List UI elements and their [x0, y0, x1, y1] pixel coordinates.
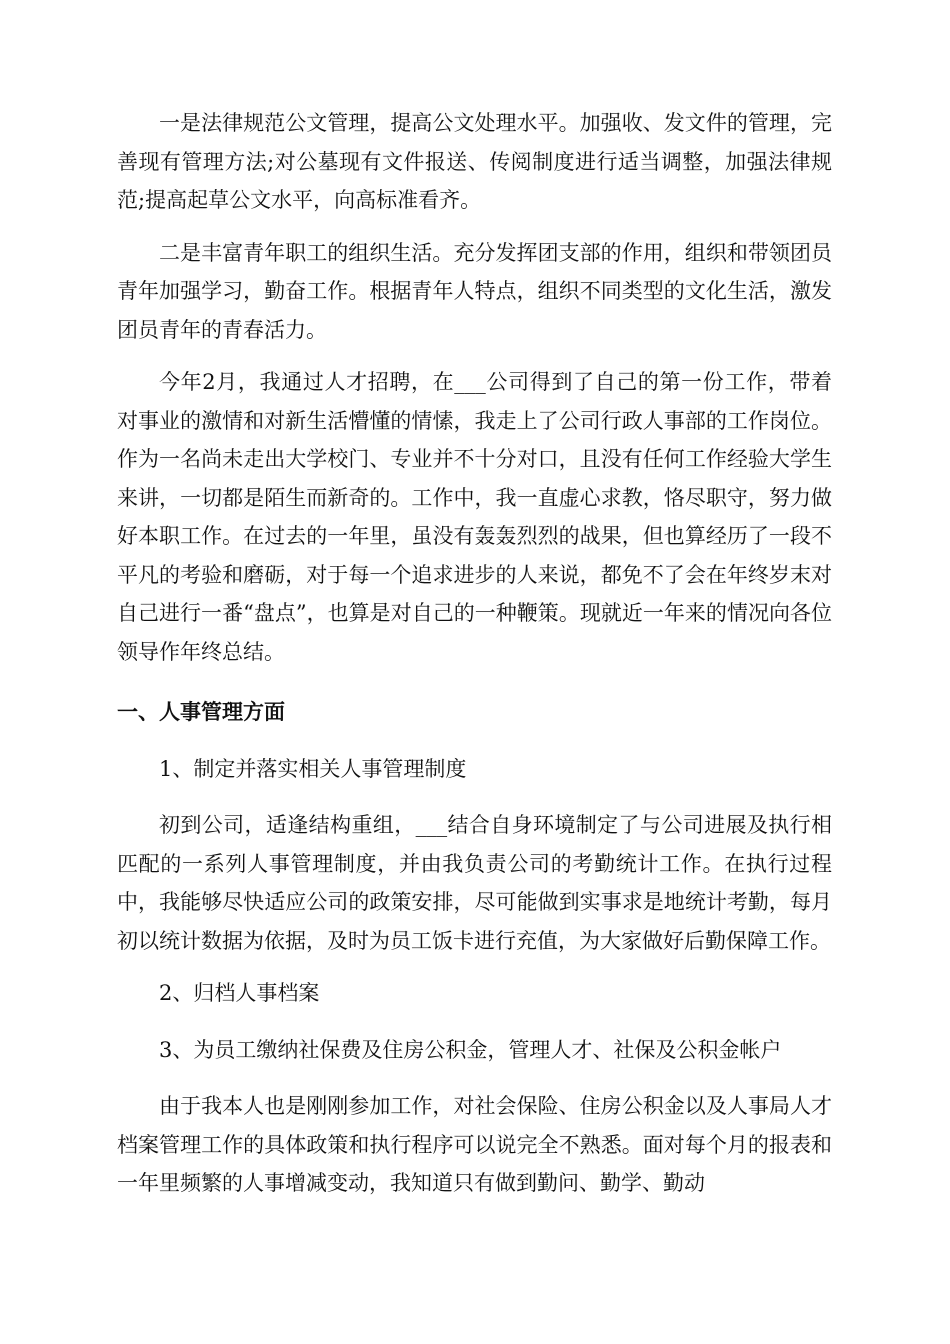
list-item-social-security: 3、为员工缴纳社保费及住房公积金，管理人才、社保及公积金帐户 [159, 1037, 782, 1062]
section-heading-hr: 一、人事管理方面 [117, 700, 285, 724]
list-item-hr-rules: 1、制定并落实相关人事管理制度 [159, 756, 467, 781]
paragraph-attendance: 初到公司，适逢结构重组，___结合自身环境制定了与公司进展及执行相匹配的一系列人事管理制度，并由我负责公司的考勤统计工作。在执行过程中，我能够尽快适应公司的政策安排，尽可能做到实事求是地统计考勤，每月初以统计数据为依据，及时为员工饭卡进行充值，为大家做好后勤保障工作。 [117, 813, 832, 953]
paragraph-learning: 由于我本人也是刚刚参加工作，对社会保险、住房公积金以及人事局人才档案管理工作的具体政策和执行程序可以说完全不熟悉。面对每个月的报表和一年里频繁的人事增减变动，我知道只有做到勤问、勤学、勤动 [117, 1094, 832, 1195]
list-item-archives: 2、归档人事档案 [159, 981, 320, 1005]
paragraph-introduction: 今年2月，我通过人才招聘，在___公司得到了自己的第一份工作，带着对事业的激情和对新生活懵懂的情愫，我走上了公司行政人事部的工作岗位。作为一名尚未走出大学校门、专业并不十分对口，且没有任何工作经验大学生来讲，一切都是陌生而新奇的。工作中，我一直虚心求教，恪尽职守，努力做好本职工作。在过去的一年里，虽没有轰轰烈烈的战果，但也算经历了一段不平凡的考验和磨砺，对于每一个追求进步的人来说，都免不了会在年终岁末对自己进行一番“盘点”，也算是对自己的一种鞭策。现就近一年来的情况向各位领导作年终总结。 [117, 370, 832, 664]
paragraph-legal-docs: 一是法律规范公文管理，提高公文处理水平。加强收、发文件的管理，完善现有管理方法;对公墓现有文件报送、传阅制度进行适当调整，加强法律规范;提高起草公文水平，向高标准看齐。 [117, 111, 832, 212]
paragraph-youth-life: 二是丰富青年职工的组织生活。充分发挥团支部的作用，组织和带领团员青年加强学习，勤奋工作。根据青年人特点，组织不同类型的文化生活，激发团员青年的青春活力。 [117, 240, 832, 342]
